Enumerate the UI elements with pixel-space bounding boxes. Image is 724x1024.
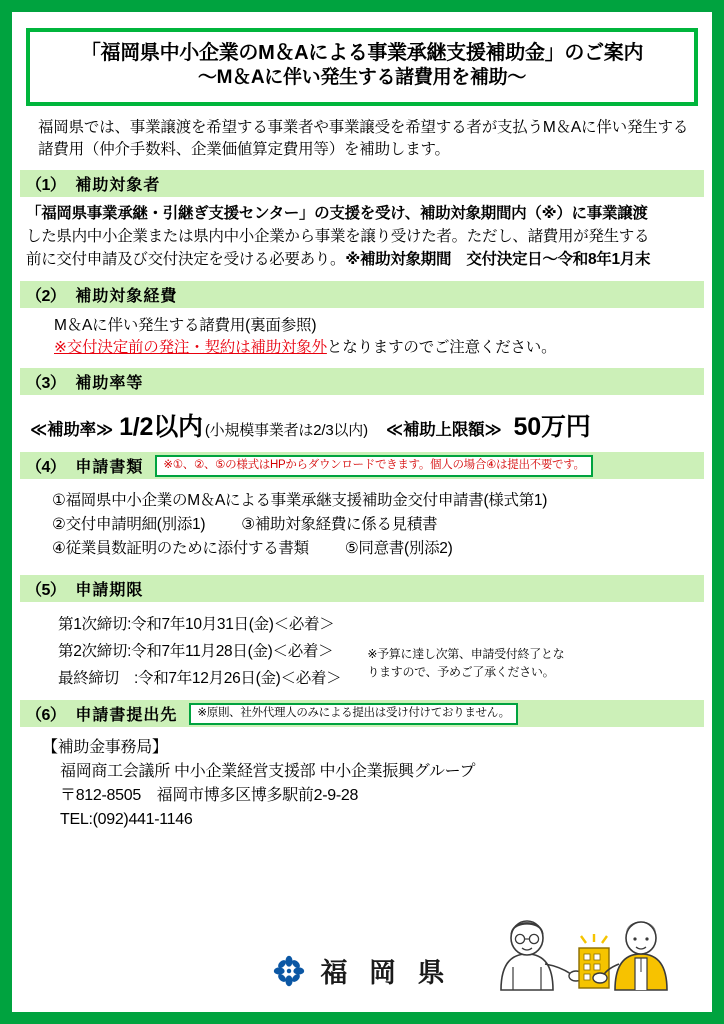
office-address: 〒812-8505 福岡市博多区博多駅前2-9-28 bbox=[60, 787, 359, 805]
section-label: 補助率等 bbox=[75, 375, 144, 393]
rate-label: ≪補助率≫ bbox=[30, 421, 114, 440]
s2-line1: M＆Aに伴い発生する諸費用(裏面参照) bbox=[54, 316, 317, 334]
section-number: （3） bbox=[26, 375, 66, 393]
cap-value: 50万円 bbox=[513, 413, 591, 442]
section-label: 申請書提出先 bbox=[75, 707, 178, 725]
s2-warning-rest: となりますのでご注意ください。 bbox=[326, 338, 557, 356]
section-4-body bbox=[52, 489, 712, 561]
section-5-body bbox=[12, 612, 712, 692]
s1-part1: 「福岡県事業承継・引継ぎ支援センター」の支援を受け、 bbox=[26, 204, 420, 222]
s2-warning: ※交付決定前の発注・契約は補助対象外 bbox=[54, 338, 327, 356]
page-border-bottom bbox=[0, 1012, 724, 1024]
section-heading-1 bbox=[20, 170, 704, 197]
doc-item-4: ④従業員数証明のために添付する書類 bbox=[52, 540, 309, 558]
fukuoka-emblem-icon bbox=[272, 954, 306, 988]
section-heading-3 bbox=[20, 368, 704, 395]
section-label: 補助対象者 bbox=[75, 176, 161, 194]
section-heading-6 bbox=[20, 700, 704, 727]
section-number: （6） bbox=[26, 707, 66, 725]
budget-note: ※予算に達し次第、申請受付終了となりますので、予めご了承ください。 bbox=[367, 647, 565, 679]
deadline-1: 第1次締切:令和7年10月31日(金)＜必着＞ bbox=[58, 616, 335, 634]
section-number: （5） bbox=[26, 582, 66, 600]
deadline-2: 第2次締切:令和7年11月28日(金)＜必着＞ bbox=[58, 643, 334, 661]
rate-note: (小規模事業者は2/3以内) bbox=[204, 422, 368, 440]
section-number: （2） bbox=[26, 287, 66, 305]
section-heading-5 bbox=[20, 575, 704, 602]
page-subtitle: ～M＆Aに伴い発生する諸費用を補助～ bbox=[197, 67, 527, 88]
section-3-body bbox=[30, 407, 712, 443]
section-6-body bbox=[42, 736, 712, 832]
section-label: 補助対象経費 bbox=[75, 287, 178, 305]
doc-item-3: ③補助対象経費に係る見積書 bbox=[241, 516, 438, 534]
office-label: 【補助金事務局】 bbox=[42, 739, 168, 757]
section-6-note: ※原則、社外代理人のみによる提出は受け付けておりません。 bbox=[189, 703, 517, 725]
section-heading-4 bbox=[20, 452, 704, 479]
section-4-note: ※①、②、⑤の様式はHPからダウンロードできます。個人の場合④は提出不要です。 bbox=[155, 455, 592, 477]
document-title-box bbox=[26, 28, 698, 106]
s1-line3b: ※補助対象期間 交付決定日～令和8年1月末 bbox=[345, 250, 651, 268]
section-heading-2 bbox=[20, 281, 704, 308]
prefecture-logo bbox=[12, 951, 712, 990]
section-number: （4） bbox=[26, 459, 66, 477]
cap-label: ≪補助上限額≫ bbox=[385, 421, 502, 440]
office-name: 福岡商工会議所 中小企業経営支援部 中小企業振興グループ bbox=[60, 763, 476, 781]
deadline-list bbox=[58, 612, 341, 692]
page-title: 「福岡県中小企業のM＆Aによる事業承継支援補助金」のご案内 bbox=[80, 42, 644, 64]
document-page bbox=[12, 12, 712, 1012]
section-number: （1） bbox=[26, 176, 66, 194]
office-phone: TEL:(092)441-1146 bbox=[60, 811, 193, 829]
s1-line3a: 前に交付申請及び交付決定を受ける必要あり。 bbox=[26, 250, 346, 268]
section-label: 申請期限 bbox=[75, 582, 144, 600]
section-1-body bbox=[26, 203, 698, 272]
section-2-body bbox=[54, 315, 690, 360]
doc-item-5: ⑤同意書(別添2) bbox=[344, 540, 453, 558]
doc-item-2: ②交付申請明細(別添1) bbox=[52, 516, 206, 534]
s1-line2: した県内中小企業または県内中小企業から事業を譲り受けた者。ただし、諸費用が発生する bbox=[26, 227, 650, 245]
prefecture-logo-text: 福 岡 県 bbox=[320, 958, 452, 988]
rate-value: 1/2以内 bbox=[119, 413, 203, 442]
page-border-top bbox=[0, 0, 724, 12]
page-border-left bbox=[0, 0, 12, 1024]
section-label: 申請書類 bbox=[75, 459, 144, 477]
doc-item-1: ①福岡県中小企業のM＆Aによる事業承継支援補助金交付申請書(様式第1) bbox=[52, 492, 548, 510]
page-border-right bbox=[712, 0, 724, 1024]
s1-part2: 補助対象期間内（※）に事業譲渡 bbox=[419, 204, 648, 222]
deadline-3: 最終締切 :令和7年12月26日(金)＜必着＞ bbox=[58, 669, 342, 687]
lead-paragraph: 福岡県では、事業譲渡を希望する事業者や事業譲受を希望する者が支払うM＆Aに伴い発生する諸費用（仲介手数料、企業価値算定費用等）を補助します。 bbox=[38, 118, 689, 158]
